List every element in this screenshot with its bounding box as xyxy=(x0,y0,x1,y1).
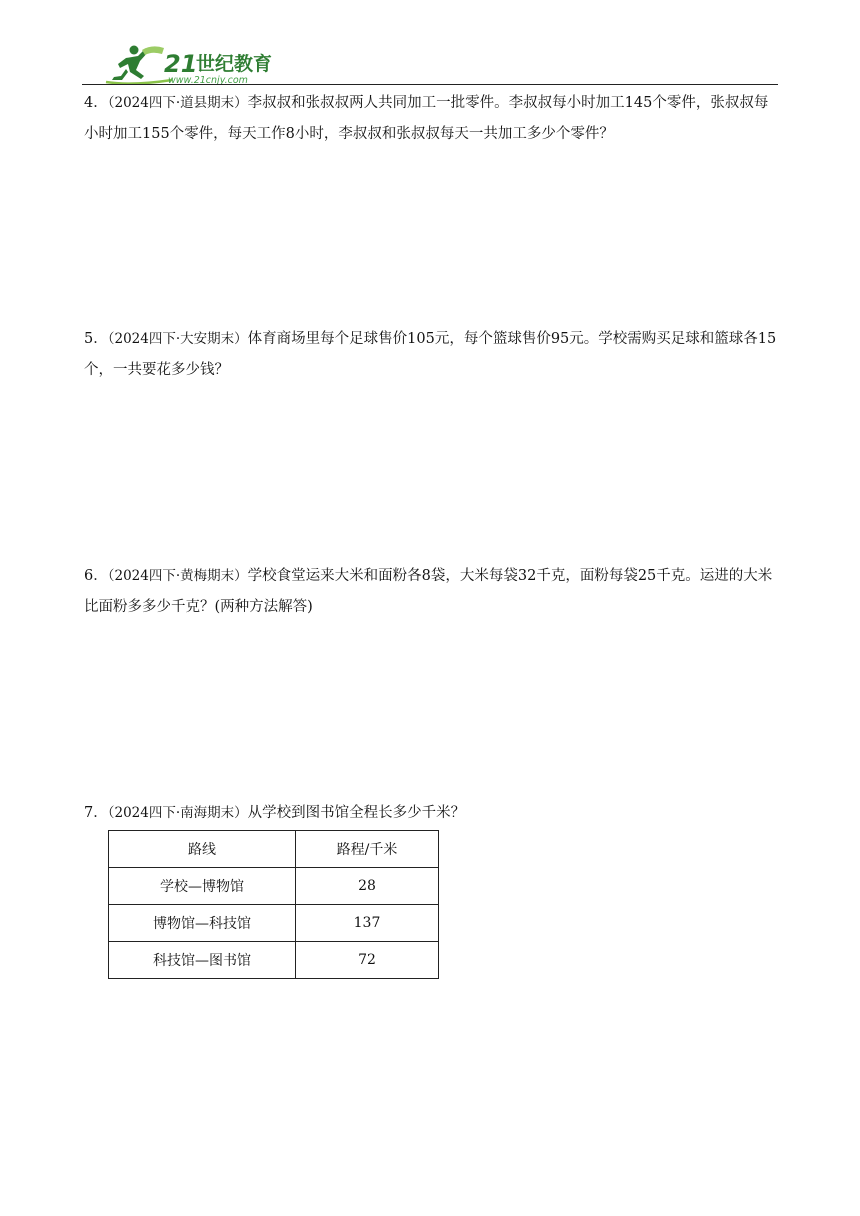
question-source: （2024四下·道县期末） xyxy=(107,95,248,111)
table-cell-route: 科技馆—图书馆 xyxy=(109,942,296,979)
svg-text:www.21cnjy.com: www.21cnjy.com xyxy=(168,75,248,86)
question-5: 5．（2024四下·大安期末）体育商场里每个足球售价105元，每个篮球售价95元。学校需购买足球和篮球各15个，一共要花多少钱？ xyxy=(84,331,777,378)
question-text: 李叔叔和张叔叔两人共同加工一批零件。李叔叔每小时加工145个零件，张叔叔每小时加工155个零件，每天工作8小时，李叔叔和张叔叔每天一共加工多少个零件？ xyxy=(84,95,769,142)
svg-text:世纪教育: 世纪教育 xyxy=(196,53,273,75)
question-text: 学校食堂运来大米和面粉各8袋，大米每袋32千克，面粉每袋25千克。运进的大米比面粉多多少千克？(两种方法解答) xyxy=(84,568,773,615)
table-row xyxy=(109,868,439,905)
header-rule xyxy=(82,84,778,85)
question-number: 5 xyxy=(84,331,94,347)
table-cell-distance: 72 xyxy=(296,942,439,979)
question-7: 7．（2024四下·南海期末）从学校到图书馆全程长多少千米？ xyxy=(84,805,466,821)
table-row xyxy=(109,942,439,979)
question-4: 4．（2024四下·道县期末）李叔叔和张叔叔两人共同加工一批零件。李叔叔每小时加工145个零件，张叔叔每小时加工155个零件，每天工作8小时，李叔叔和张叔叔每天一共加工多少个零件？ xyxy=(84,95,769,142)
question-source: （2024四下·南海期末） xyxy=(107,805,248,821)
runner-icon xyxy=(106,46,172,84)
table-cell-distance: 137 xyxy=(296,905,439,942)
table-cell-distance: 28 xyxy=(296,868,439,905)
question-source: （2024四下·大安期末） xyxy=(107,331,248,347)
table-header-cell: 路程/千米 xyxy=(296,831,439,868)
table-row xyxy=(109,905,439,942)
question-text: 体育商场里每个足球售价105元，每个篮球售价95元。学校需购买足球和篮球各15个，一共要花多少钱？ xyxy=(84,331,777,378)
question-text: 从学校到图书馆全程长多少千米？ xyxy=(247,805,466,821)
table-header-cell: 路线 xyxy=(109,831,296,868)
table-cell-route: 学校—博物馆 xyxy=(109,868,296,905)
site-logo xyxy=(102,42,292,86)
table-cell-route: 博物馆—科技馆 xyxy=(109,905,296,942)
question-source: （2024四下·黄梅期末） xyxy=(107,568,248,584)
table-header-row xyxy=(109,831,439,868)
question-number: 7 xyxy=(84,805,94,821)
question-number: 4 xyxy=(84,95,94,111)
distance-table xyxy=(108,830,439,979)
page-header xyxy=(82,40,778,88)
svg-text:21: 21 xyxy=(164,50,198,78)
question-6: 6．（2024四下·黄梅期末）学校食堂运来大米和面粉各8袋，大米每袋32千克，面粉每袋25千克。运进的大米比面粉多多少千克？(两种方法解答) xyxy=(84,568,773,615)
question-number: 6 xyxy=(84,568,94,584)
